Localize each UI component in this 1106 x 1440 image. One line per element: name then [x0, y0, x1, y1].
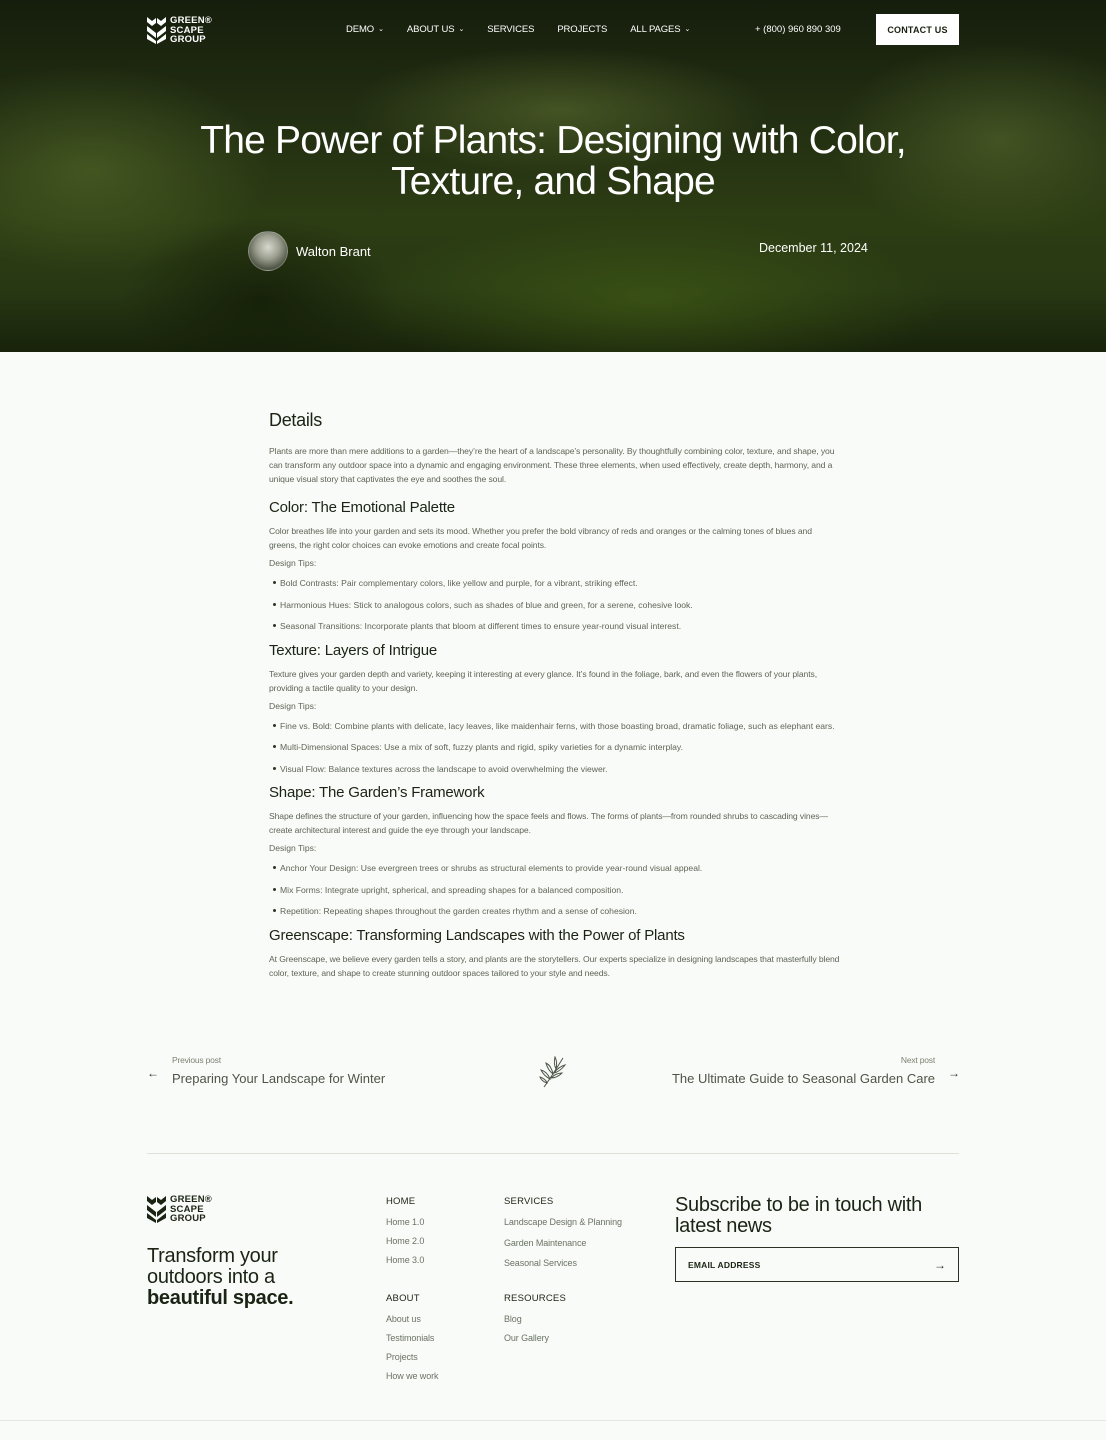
- footer-column-about: [386, 1293, 438, 1390]
- post-date: December 11, 2024: [759, 241, 868, 255]
- logo-line: GREEN®: [170, 1194, 212, 1205]
- arrow-right-icon[interactable]: →: [934, 1257, 946, 1272]
- hero-banner: [0, 0, 1106, 352]
- phone-link[interactable]: + (800) 960 890 309: [755, 24, 841, 35]
- nav-demo[interactable]: [346, 24, 384, 35]
- logo-icon: [147, 17, 166, 44]
- list-item: Mix Forms: Integrate upright, spherical, and spreading shapes for a balanced composition.: [269, 884, 841, 906]
- post-author: [248, 231, 371, 271]
- footer-bottom-divider: [0, 1420, 1106, 1421]
- section-paragraph: At Greenscape, we believe every garden tells a story, and plants are the storytellers. Our experts specialize in designing landscapes that masterfully blend color, texture, and shape to create stunning outdoor spaces tailored to your style and needs.: [269, 953, 840, 978]
- details-heading: Details: [269, 410, 322, 430]
- arrow-right-icon: →: [948, 1066, 960, 1080]
- logo-wordmark: [170, 1195, 212, 1224]
- footer-link[interactable]: Testimonials: [386, 1333, 435, 1343]
- footer-link[interactable]: Home 1.0: [386, 1217, 425, 1227]
- footer-link[interactable]: How we work: [386, 1371, 439, 1381]
- tips-list: [269, 862, 841, 927]
- column-heading: ABOUT: [386, 1293, 420, 1304]
- section-paragraph: Texture gives your garden depth and variety, keeping it interesting at every glance. It’s found in the foliage, bark, and even the flowers of your plants, providing a tactile quality to your design.: [269, 668, 817, 693]
- nav-label: DEMO: [346, 24, 375, 35]
- logo-wordmark: [170, 16, 212, 45]
- logo-line: SCAPE: [170, 1203, 204, 1215]
- section-heading: Greenscape: Transforming Landscapes with the Power of Plants: [269, 926, 685, 944]
- avatar: [248, 231, 288, 271]
- nav-about-us[interactable]: [407, 24, 464, 35]
- tips-list: [269, 577, 841, 642]
- chevron-down-icon: ⌄: [458, 25, 465, 33]
- list-item: Bold Contrasts: Pair complementary colors, like yellow and purple, for a vibrant, striking effect.: [269, 577, 841, 599]
- footer-link[interactable]: Projects: [386, 1352, 418, 1362]
- logo-line: SCAPE: [170, 24, 204, 36]
- arrow-left-icon: ←: [147, 1066, 159, 1080]
- header-logo[interactable]: [147, 16, 212, 45]
- footer-column-home: [386, 1196, 424, 1274]
- list-item: Repetition: Repeating shapes throughout the garden creates rhythm and a sense of cohesion.: [269, 905, 841, 927]
- tips-list: [269, 720, 841, 785]
- list-item: Fine vs. Bold: Combine plants with delicate, lacy leaves, like maidenhair ferns, with those boasting broad, dramatic foliage, such as elephant ears.: [269, 720, 841, 742]
- section-heading: Texture: Layers of Intrigue: [269, 641, 438, 659]
- footer-column-resources: [504, 1293, 566, 1352]
- nav-all-pages[interactable]: [630, 24, 690, 35]
- design-tips-label: Design Tips:: [269, 843, 317, 853]
- list-item: Anchor Your Design: Use evergreen trees or shrubs as structural elements to provide year-round visual appeal.: [269, 862, 841, 884]
- intro-paragraph: Plants are more than mere additions to a garden—they’re the heart of a landscape’s personality. By thoughtfully combining color, texture, and shape, you can transform any outdoor space into a dynamic and engaging environment. These three elements, when used effectively, create depth, harmony, and a unique visual story that captivates the eye and soothes the soul.: [269, 446, 835, 484]
- list-item: Visual Flow: Balance textures across the landscape to avoid overwhelming the viewer.: [269, 763, 841, 785]
- next-post-link[interactable]: [672, 1055, 960, 1086]
- section-paragraph: Shape defines the structure of your garden, influencing how the space feels and flows. The forms of plants—from rounded shrubs to cascading vines—create architectural interest and guide the eye through your landscape.: [269, 811, 828, 835]
- email-field[interactable]: [688, 1260, 888, 1270]
- design-tips-label: Design Tips:: [269, 558, 317, 568]
- logo-line: GROUP: [170, 1213, 206, 1224]
- list-item: Harmonious Hues: Stick to analogous colors, such as shades of blue and green, for a serene, cohesive look.: [269, 599, 841, 621]
- footer-tagline: [147, 1246, 293, 1309]
- footer-column-services: [504, 1196, 622, 1279]
- nav-label: ABOUT US: [406, 24, 455, 35]
- section-heading: Shape: The Garden’s Framework: [269, 784, 485, 801]
- column-heading: RESOURCES: [504, 1293, 566, 1304]
- contact-us-button[interactable]: CONTACT US: [876, 14, 959, 45]
- subscribe-heading: Subscribe to be in touch with latest news: [675, 1194, 923, 1237]
- column-heading: HOME: [386, 1196, 416, 1207]
- footer-link[interactable]: Our Gallery: [504, 1333, 549, 1343]
- nav-label: ALL PAGES: [630, 24, 681, 35]
- footer-logo[interactable]: [147, 1195, 212, 1224]
- previous-post-link[interactable]: [147, 1055, 385, 1086]
- nav-label: PROJECTS: [557, 24, 608, 35]
- footer-link[interactable]: Garden Maintenance: [504, 1237, 587, 1248]
- nav-services[interactable]: [487, 24, 534, 35]
- chevron-down-icon: ⌄: [684, 25, 691, 33]
- main-nav: [346, 24, 690, 35]
- design-tips-label: Design Tips:: [269, 700, 317, 711]
- article-body: [269, 410, 841, 980]
- footer-link[interactable]: Home 3.0: [386, 1255, 425, 1265]
- section-paragraph: Color breathes life into your garden and sets its mood. Whether you prefer the bold vibrancy of reds and oranges or the calming tones of blues and greens, the right color choices can evoke emotions and create focal points.: [269, 526, 812, 550]
- logo-line: GREEN®: [170, 15, 212, 26]
- chevron-down-icon: ⌄: [378, 25, 384, 33]
- nav-projects[interactable]: [557, 24, 607, 35]
- leaf-icon: [538, 1055, 568, 1089]
- author-name: Walton Brant: [296, 243, 371, 259]
- page-title: The Power of Plants: Designing with Color, Texture, and Shape: [200, 119, 906, 203]
- footer-link[interactable]: Blog: [504, 1314, 522, 1324]
- tagline-line: outdoors into a: [147, 1266, 275, 1288]
- footer-link[interactable]: Landscape Design & Planning: [504, 1217, 622, 1227]
- list-item: Multi-Dimensional Spaces: Use a mix of soft, fuzzy plants and rigid, spiky varieties for a dynamic interplay.: [269, 741, 841, 763]
- previous-post-label: Previous post: [172, 1055, 221, 1065]
- next-post-title: The Ultimate Guide to Seasonal Garden Care: [671, 1071, 935, 1086]
- footer-link[interactable]: About us: [386, 1314, 421, 1324]
- nav-label: SERVICES: [487, 24, 535, 35]
- list-item: Seasonal Transitions: Incorporate plants that bloom at different times to ensure year-round visual interest.: [269, 620, 841, 642]
- footer-link[interactable]: Home 2.0: [386, 1236, 425, 1246]
- previous-post-title: Preparing Your Landscape for Winter: [172, 1071, 386, 1086]
- next-post-label: Next post: [900, 1055, 935, 1065]
- tagline-line: Transform your: [147, 1245, 278, 1267]
- tagline-emphasis: beautiful space.: [147, 1287, 294, 1309]
- logo-line: GROUP: [170, 34, 206, 45]
- section-divider: [147, 1153, 959, 1154]
- newsletter-form: [675, 1247, 959, 1282]
- section-heading: Color: The Emotional Palette: [269, 499, 455, 516]
- column-heading: SERVICES: [504, 1196, 554, 1207]
- footer-link[interactable]: Seasonal Services: [504, 1258, 577, 1268]
- logo-icon: [147, 1196, 166, 1223]
